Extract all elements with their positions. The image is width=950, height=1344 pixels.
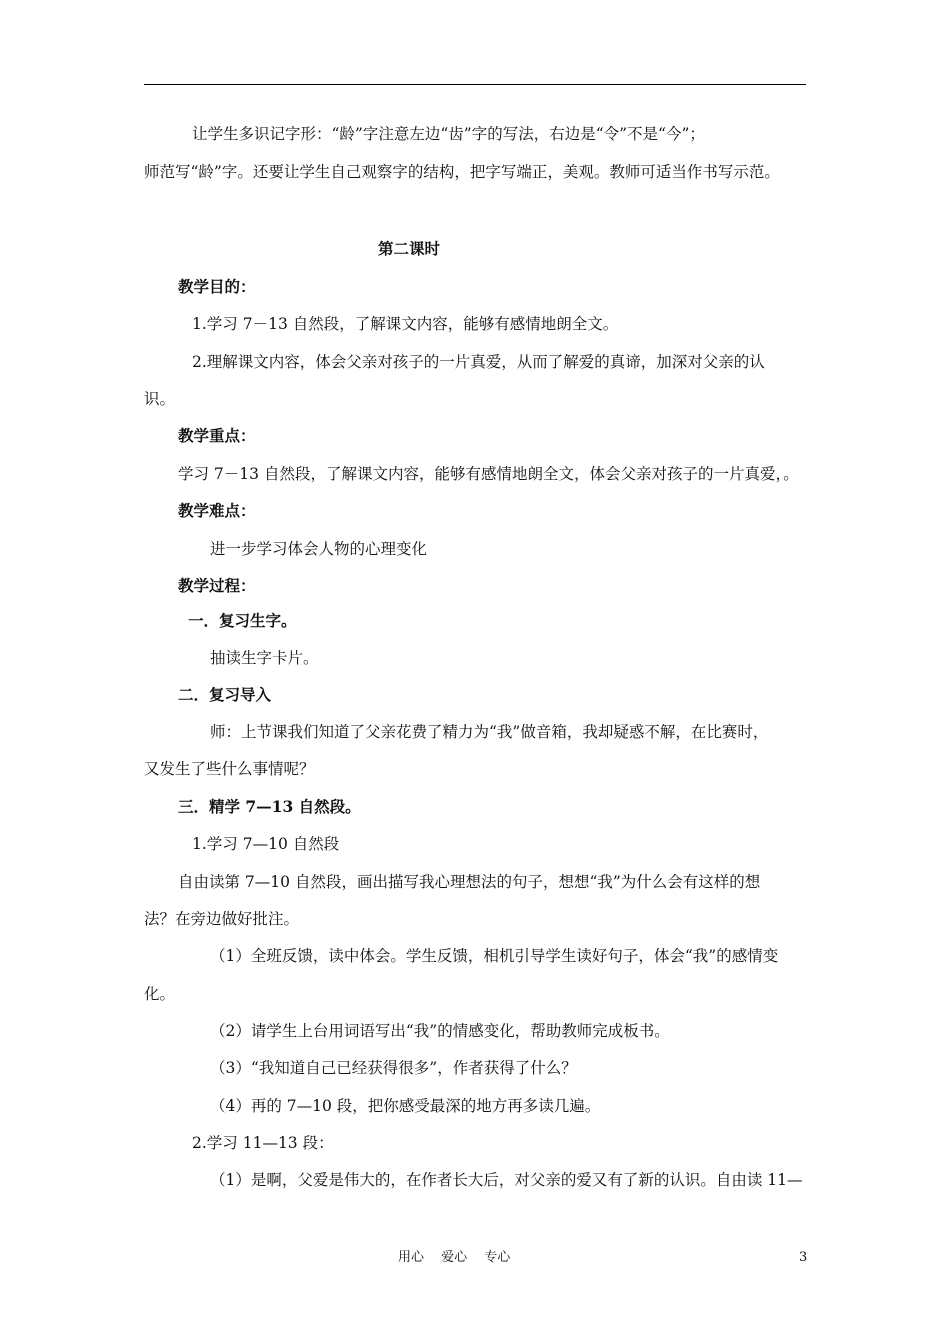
step-1-heading: 一．复习生字。 — [188, 611, 297, 630]
step-2-heading: 二．复习导入 — [178, 685, 272, 704]
footer-motto: 用心 爱心 专心 — [398, 1250, 511, 1265]
goal-item-2-continued: 识。 — [144, 390, 176, 408]
heading-key-points: 教学重点： — [178, 426, 256, 445]
list-item: （1）全班反馈，读中体会。学生反馈，相机引导学生读好句子，体会“我”的感情变 — [210, 947, 779, 965]
step-3-heading: 三．精学 7—13 自然段。 — [178, 797, 361, 816]
header-rule — [144, 84, 806, 85]
paragraph-line: 法？在旁边做好批注。 — [144, 910, 300, 928]
paragraph-line: 师范写“龄”字。还要让学生自己观察字的结构，把字写端正，美观。教师可适当作书写示范。 — [144, 163, 780, 181]
list-item: （2）请学生上台用词语写出“我”的情感变化，帮助教师完成板书。 — [210, 1022, 670, 1040]
step-2-text: 师：上节课我们知道了父亲花费了精力为“我”做音箱，我却疑惑不解，在比赛时， — [210, 723, 769, 741]
substep-1-heading: 1.学习 7—10 自然段 — [192, 835, 340, 853]
list-item-continued: 化。 — [144, 985, 176, 1003]
goal-item-1: 1.学习 7－13 自然段，了解课文内容，能够有感情地朗全文。 — [192, 315, 619, 333]
heading-teaching-goals: 教学目的： — [178, 277, 256, 296]
goal-item-2: 2.理解课文内容，体会父亲对孩子的一片真爱，从而了解爱的真谛，加深对父亲的认 — [192, 353, 765, 371]
paragraph-line: 让学生多识记字形：“龄”字注意左边“齿”字的写法，右边是“令”不是“今”； — [192, 125, 705, 143]
page-number: 3 — [799, 1250, 808, 1265]
list-item: （1）是啊，父爱是伟大的，在作者长大后，对父亲的爱又有了新的认识。自由读 11— — [210, 1171, 803, 1189]
paragraph-line: 自由读第 7—10 自然段，画出描写我心理想法的句子，想想“我”为什么会有这样的想 — [178, 873, 761, 891]
list-item: （3）“我知道自己已经获得很多”，作者获得了什么？ — [210, 1059, 577, 1077]
difficulties-text: 进一步学习体会人物的心理变化 — [210, 540, 428, 558]
heading-difficulties: 教学难点： — [178, 501, 256, 520]
step-1-text: 抽读生字卡片。 — [210, 649, 319, 667]
heading-process: 教学过程： — [178, 576, 256, 595]
step-2-text-continued: 又发生了些什么事情呢？ — [144, 760, 315, 778]
key-points-text: 学习 7－13 自然段，了解课文内容，能够有感情地朗全文，体会父亲对孩子的一片真爱，。 — [178, 465, 799, 483]
section-title: 第二课时 — [378, 239, 441, 258]
substep-2-heading: 2.学习 11—13 段： — [192, 1134, 334, 1152]
list-item: （4）再的 7—10 段，把你感受最深的地方再多读几遍。 — [210, 1097, 601, 1115]
